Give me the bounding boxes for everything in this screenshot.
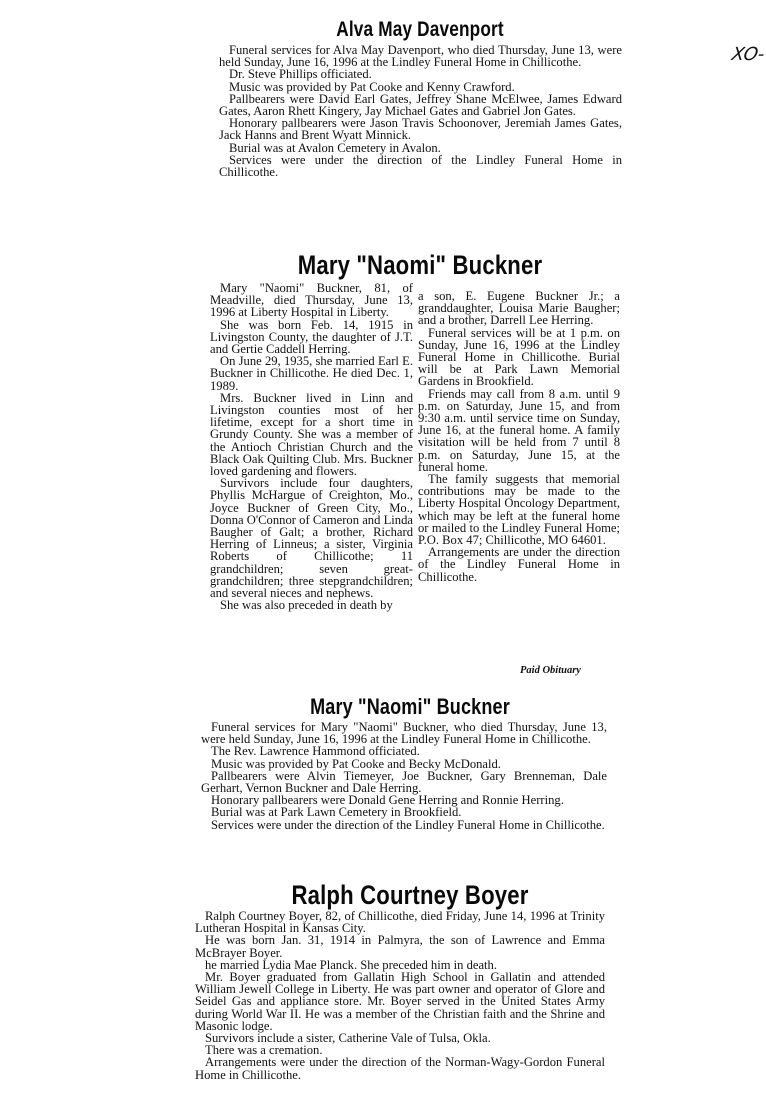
paragraph: Mr. Boyer graduated from Gallatin High School in Gallatin and attended William Jewell College in Liberty. He was part owner and operator of Glore and Seidel Gas and appliance store. Mr. Boyer served in the United States Army during World War II. He was a member of the Christian faith and the Shrine and Masonic lodge. [195, 970, 605, 1033]
paragraph: Music was provided by Pat Cooke and Becky McDonald. [211, 756, 501, 771]
paragraph: Funeral services for Mary "Naomi" Buckner, who died Thursday, June 13, were held Sunday, June 16, 1996 at the Lindley Funeral Home in Chillicothe. [201, 720, 607, 747]
paragraph: Funeral services will be at 1 p.m. on Sunday, June 16, 1996 at the Lindley Funeral Home in Chillicothe. Burial will be at Park Lawn Memorial Gardens in Brookfield. [418, 325, 620, 389]
obituary-column-right [418, 290, 620, 583]
paragraph: Services were under the direction of the Lindley Funeral Home in Chillicothe. [219, 152, 622, 180]
paragraph: he married Lydia Mae Planck. She preceded him in death. [205, 957, 498, 972]
paragraph: There was a cremation. [205, 1043, 323, 1058]
paragraph: Pallbearers were David Earl Gates, Jeffrey Shane McElwee, James Edward Gates, Aaron Rhett Kingery, Jay Michael Gates and Gabriel Jon Gates. [219, 91, 622, 119]
obituary-title-buckner-paid: Mary "Naomi" Buckner [297, 250, 543, 280]
paragraph: Funeral services for Alva May Davenport, who died Thursday, June 13, were held Sunday, June 16, 1996 at the Lindley Funeral Home in Chillicothe. [219, 43, 622, 70]
paragraph: a son, E. Eugene Buckner Jr.; a granddaughter, Louisa Marie Baugher; and a brother, Darrell Lee Herring. [418, 289, 620, 328]
paid-obituary-label: Paid Obituary [520, 665, 581, 676]
paragraph: Arrangements are under the direction of the Lindley Funeral Home in Chillicothe. [418, 545, 620, 584]
paragraph: Survivors include a sister, Catherine Vale of Tulsa, Okla. [205, 1031, 491, 1046]
paragraph: On June 29, 1935, she married Earl E. Buckner in Chillicothe. He died Dec. 1, 1989. [210, 354, 413, 393]
obituary-column-left [210, 282, 413, 611]
paragraph: Pallbearers were Alvin Tiemeyer, Joe Buckner, Gary Brenneman, Dale Gerhart, Vernon Buckner and Dale Herring. [201, 768, 607, 796]
paragraph: Honorary pallbearers were Donald Gene Herring and Ronnie Herring. [211, 793, 564, 808]
paragraph: Services were under the direction of the Lindley Funeral Home in Chillicothe. [211, 817, 605, 832]
obituary-body-buckner [201, 721, 607, 831]
paragraph: Honorary pallbearers were Jason Travis Schoonover, Jeremiah James Gates, Jack Hanns and Brent Wyatt Minnick. [219, 116, 622, 143]
obituary-title-davenport: Alva May Davenport [336, 18, 504, 41]
handwritten-margin-note: XO- [730, 44, 766, 65]
paragraph: She was also preceded in death by [220, 598, 393, 613]
paragraph: The family suggests that memorial contributions may be made to the Liberty Hospital Oncology Department, which may be left at the funeral home or mailed to the Lindley Funeral Home; P.O. Box 47; Chillicothe, MO 64601. [418, 472, 620, 548]
obituary-body-davenport [219, 44, 622, 178]
paragraph: The Rev. Lawrence Hammond officiated. [211, 744, 420, 759]
paragraph: She was born Feb. 14, 1915 in Livingston County, the daughter of J.T. and Gertie Caddell Herring. [210, 317, 413, 357]
paragraph: Arrangements were under the direction of the Norman-Wagy-Gordon Funeral Home in Chillicothe. [195, 1055, 605, 1082]
paragraph: Burial was at Avalon Cemetery in Avalon. [229, 140, 441, 155]
paragraph: He was born Jan. 31, 1914 in Palmyra, the son of Lawrence and Emma McBrayer Boyer. [195, 933, 605, 960]
obituary-body-boyer [195, 910, 605, 1081]
obituary-title-boyer: Ralph Courtney Boyer [291, 880, 529, 910]
paragraph: Mary "Naomi" Buckner, 81, of Meadville, died Thursday, June 13, 1996 at Liberty Hospital in Liberty. [210, 281, 413, 320]
paragraph: Friends may call from 8 a.m. until 9 p.m. on Saturday, June 15, and from 9:30 a.m. until service time on Sunday, June 16, at the funeral home. A family visitation will be held from 7 until 8 p.m. on Saturday, June 15, at the funeral home. [418, 386, 620, 474]
paragraph: Music was provided by Pat Cooke and Kenny Crawford. [229, 79, 515, 94]
paragraph: Ralph Courtney Boyer, 82, of Chillicothe, died Friday, June 14, 1996 at Trinity Lutheran Hospital in Kansas City. [195, 909, 605, 936]
paragraph: Mrs. Buckner lived in Linn and Livingston counties most of her lifetime, except for a short time in Grundy County. She was a member of the Antioch Christian Church and the Black Oak Quilting Club. Mrs. Buckner loved gardening and flowers. [210, 390, 413, 479]
paragraph: Burial was at Park Lawn Cemetery in Brookfield. [211, 805, 462, 820]
paragraph: Survivors include four daughters, Phyllis McHargue of Creighton, Mo., Joyce Buckner of Green City, Mo., Donna O'Connor of Cameron and Linda Baugher of Galt; a brother, Richard Herring of Linneus; a sister, Virginia Roberts of Chillicothe; 11 grandchildren; seven great-grandchildren; three stepgrandchildren; and several nieces and nephews. [210, 476, 413, 601]
paragraph: Dr. Steve Phillips officiated. [229, 67, 372, 82]
obituary-title-buckner: Mary "Naomi" Buckner [310, 694, 510, 719]
